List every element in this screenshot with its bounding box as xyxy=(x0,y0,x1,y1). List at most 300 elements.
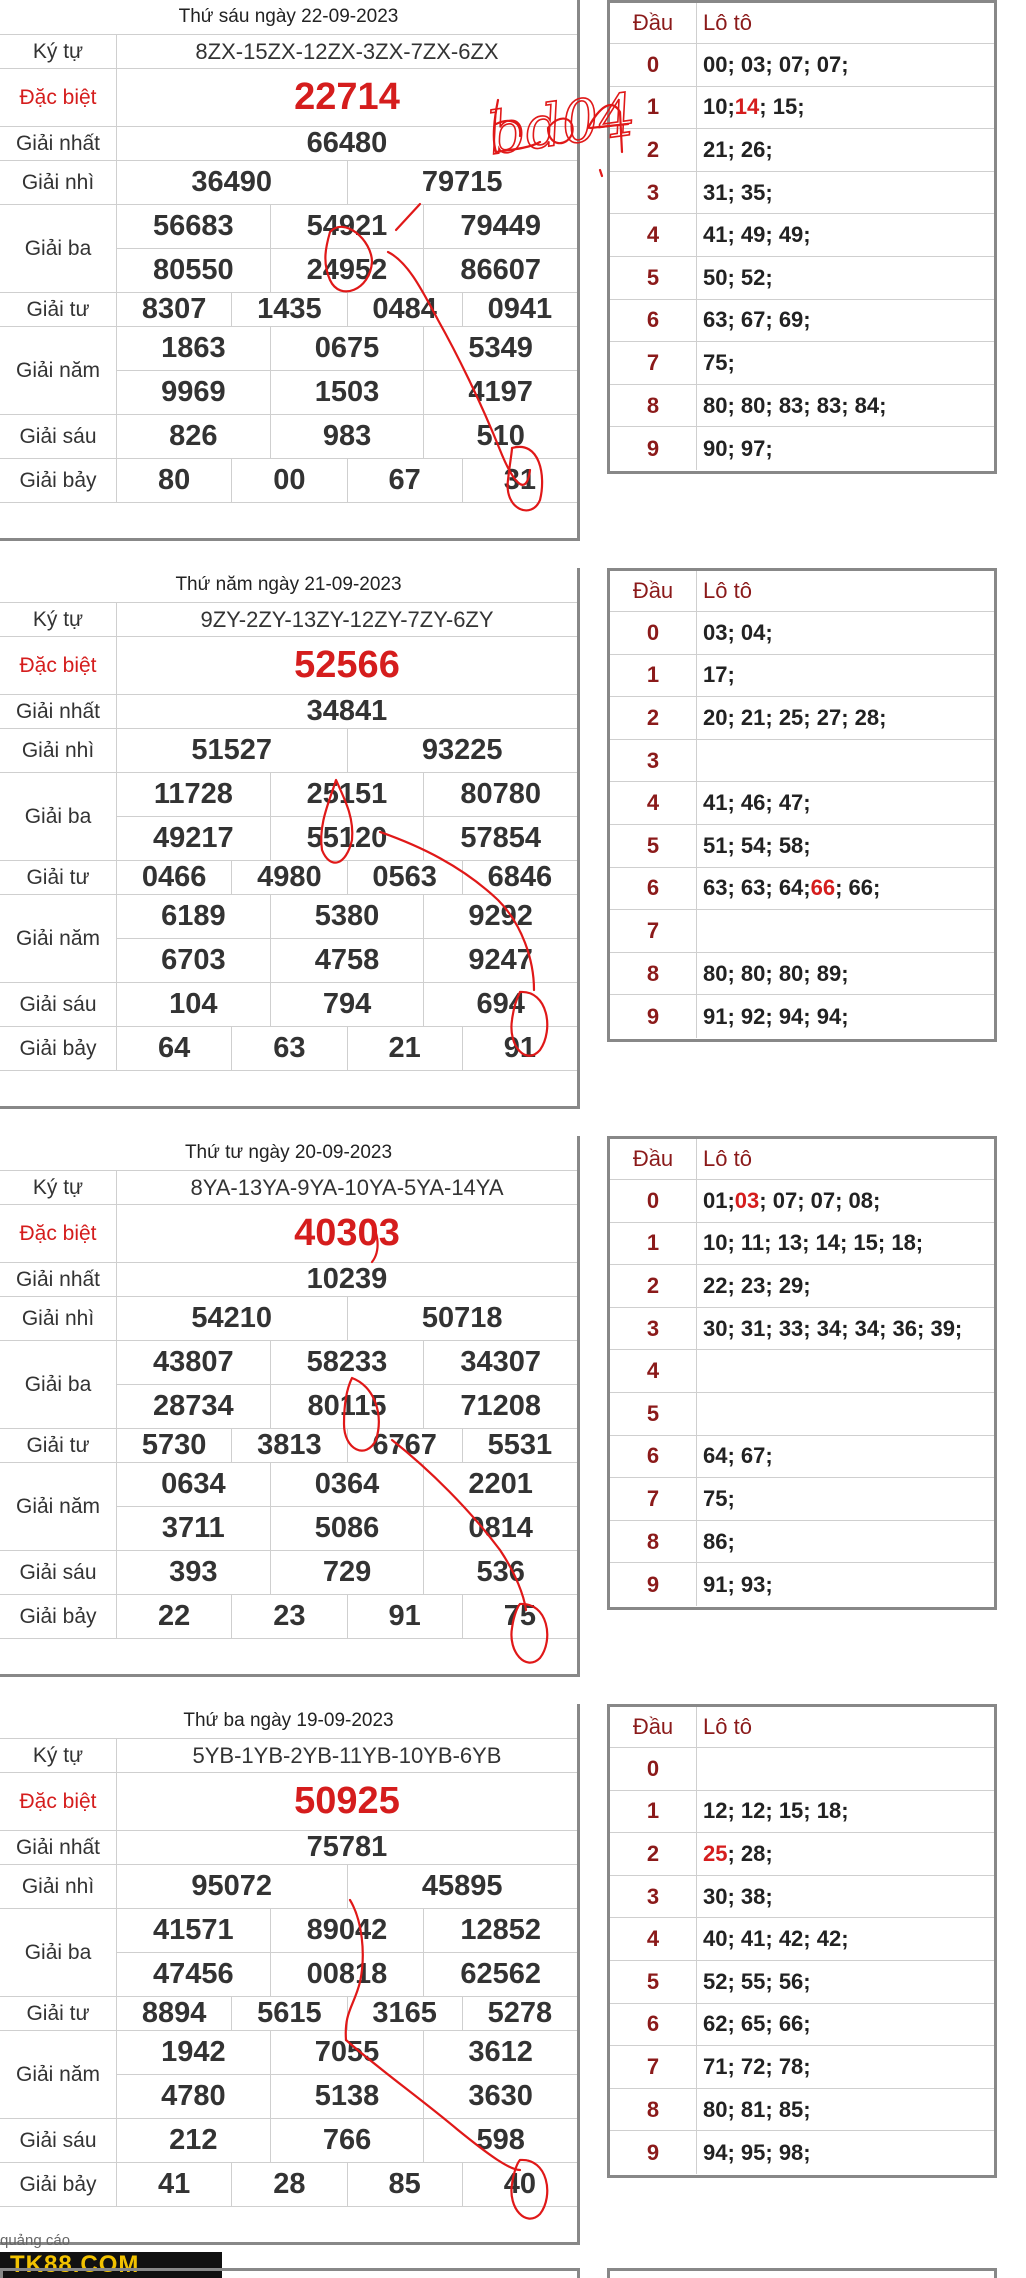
prize-number: 71208 xyxy=(423,1385,577,1428)
prize-number: 66480 xyxy=(306,127,388,159)
loto-values-label: Lô tô xyxy=(703,1714,752,1739)
loto-table xyxy=(607,1704,997,2178)
loto-value-text: ; 07; 07; 08; xyxy=(759,1187,881,1213)
prize-number: 1942 xyxy=(161,2036,226,2068)
draw-day xyxy=(0,1704,1026,2256)
loto-values xyxy=(697,172,994,214)
loto-values xyxy=(697,1350,994,1392)
loto-value-text: 12; 12; 15; 18; xyxy=(703,1798,849,1824)
prize-row-ky_tu xyxy=(0,1171,577,1205)
prize-number: 1435 xyxy=(231,293,346,326)
loto-row xyxy=(610,1308,994,1351)
loto-values xyxy=(697,782,994,824)
prize-label: Giải sáu xyxy=(0,983,117,1026)
prize-number: 3813 xyxy=(231,1429,346,1462)
prize-number: 21 xyxy=(347,1027,462,1070)
loto-row xyxy=(610,1265,994,1308)
prize-label: Giải nhất xyxy=(0,127,117,160)
prize-number: 5380 xyxy=(270,895,424,938)
loto-row xyxy=(610,740,994,783)
prize-number: 58233 xyxy=(270,1341,424,1384)
handwritten-note: bd04 xyxy=(483,80,640,169)
prize-label: Đặc biệt xyxy=(0,1205,117,1262)
prize-row-bay xyxy=(0,1027,577,1071)
prize-label: Giải tư xyxy=(0,1997,117,2030)
prize-number: 6703 xyxy=(161,944,226,976)
loto-value-text: 71; 72; 78; xyxy=(703,2053,811,2079)
loto-row xyxy=(610,1876,994,1919)
special-loto-value: 25 xyxy=(703,1840,728,1866)
loto-head-digit: 2 xyxy=(610,697,697,739)
loto-values xyxy=(697,87,994,129)
loto-value-text: 20; 21; 25; 27; 28; xyxy=(703,704,887,730)
prize-label: Giải nhất xyxy=(0,695,117,728)
loto-value-text: 17; xyxy=(703,662,735,688)
loto-row xyxy=(610,87,994,130)
prize-row-bay xyxy=(0,459,577,503)
prize-label: Giải sáu xyxy=(0,415,117,458)
prize-number: 5531 xyxy=(462,1429,577,1462)
loto-head-digit: 6 xyxy=(610,300,697,342)
loto-value-text: 91; 92; 94; 94; xyxy=(703,1003,849,1029)
loto-row xyxy=(610,655,994,698)
prize-row-sau xyxy=(0,1551,577,1595)
prize-number: 3165 xyxy=(347,1997,462,2030)
prize-label: Giải bảy xyxy=(0,1595,117,1638)
prize-number: 0364 xyxy=(270,1463,424,1506)
prize-number: 67 xyxy=(347,459,462,502)
prize-number: 49217 xyxy=(153,822,234,854)
loto-values-label: Lô tô xyxy=(703,10,752,35)
results-table xyxy=(0,0,580,541)
loto-head-digit: 9 xyxy=(610,995,697,1038)
prize-number: 104 xyxy=(169,988,218,1020)
prize-number: 212 xyxy=(169,2124,218,2156)
prize-number: 0675 xyxy=(270,327,424,370)
loto-value-text: 94; 95; 98; xyxy=(703,2139,811,2165)
prize-number: 86607 xyxy=(423,249,577,292)
prize-label: Giải năm xyxy=(0,2031,117,2118)
loto-head-digit: 1 xyxy=(610,655,697,697)
prize-number: 52566 xyxy=(294,644,400,686)
prize-label: Giải nhì xyxy=(0,1865,117,1908)
loto-table xyxy=(607,568,997,1042)
loto-values xyxy=(697,995,994,1038)
special-loto-value: 03 xyxy=(734,1187,760,1213)
prize-row-nam xyxy=(0,2031,577,2119)
prize-number: 91 xyxy=(462,1027,577,1070)
loto-row xyxy=(610,427,994,470)
prize-number: 9247 xyxy=(423,939,577,982)
loto-head-digit: 8 xyxy=(610,1521,697,1563)
prize-label: Giải sáu xyxy=(0,1551,117,1594)
loto-head-digit: 9 xyxy=(610,427,697,470)
prize-label: Giải năm xyxy=(0,895,117,982)
prize-number: 8307 xyxy=(141,293,207,325)
loto-head-digit: 5 xyxy=(610,1393,697,1435)
prize-number: 28734 xyxy=(153,1390,234,1422)
prize-number: 54210 xyxy=(191,1302,273,1334)
prize-number: 0814 xyxy=(423,1507,577,1550)
loto-value-text: 80; 80; 80; 89; xyxy=(703,960,849,986)
prize-number: 3612 xyxy=(423,2031,577,2074)
prize-label: Đặc biệt xyxy=(0,1773,117,1830)
prize-number: 12852 xyxy=(423,1909,577,1952)
loto-head-digit: 9 xyxy=(610,1563,697,1606)
prize-row-tu xyxy=(0,861,577,895)
prize-number: 1503 xyxy=(270,371,424,414)
prize-number: 80115 xyxy=(270,1385,424,1428)
prize-label: Ký tự xyxy=(0,1171,117,1204)
prize-number: 6767 xyxy=(347,1429,462,1462)
loto-table xyxy=(607,1136,997,1610)
prize-number: 80550 xyxy=(153,254,234,286)
draw-day xyxy=(0,1136,1026,1688)
loto-values xyxy=(697,2004,994,2046)
loto-row xyxy=(610,1478,994,1521)
prize-number: 0466 xyxy=(141,861,207,893)
loto-row xyxy=(610,2131,994,2174)
prize-number: 694 xyxy=(423,983,577,1026)
prize-row-ky_tu xyxy=(0,603,577,637)
loto-row xyxy=(610,2004,994,2047)
loto-row xyxy=(610,342,994,385)
prize-row-nhi xyxy=(0,161,577,205)
prize-number: 4780 xyxy=(161,2080,226,2112)
site-logo[interactable]: TK88.COM xyxy=(0,2252,222,2278)
prize-number: 0634 xyxy=(161,1468,226,1500)
loto-value-text: 52; 55; 56; xyxy=(703,1968,811,1994)
prize-row-dac_biet xyxy=(0,637,577,695)
loto-value-text: 10; xyxy=(703,94,735,120)
loto-head-digit: 7 xyxy=(610,1478,697,1520)
prize-number: 00818 xyxy=(270,1953,424,1996)
prize-row-bay xyxy=(0,2163,577,2207)
prize-row-dac_biet xyxy=(0,1773,577,1831)
loto-value-text: 41; 49; 49; xyxy=(703,222,811,248)
loto-row xyxy=(610,2046,994,2089)
loto-values xyxy=(697,1223,994,1265)
loto-row xyxy=(610,300,994,343)
loto-row xyxy=(610,1748,994,1791)
loto-value-text: 63; 63; 64; xyxy=(703,875,811,901)
prize-number: 794 xyxy=(270,983,424,1026)
prize-number: 3630 xyxy=(423,2075,577,2118)
prize-number: 51527 xyxy=(191,734,273,766)
loto-values xyxy=(697,1876,994,1918)
loto-value-text: 63; 67; 69; xyxy=(703,307,811,333)
loto-row xyxy=(610,1833,994,1876)
loto-values xyxy=(697,214,994,256)
loto-values xyxy=(697,1393,994,1435)
loto-values xyxy=(697,612,994,654)
prize-number: 11728 xyxy=(153,778,233,810)
loto-values xyxy=(697,825,994,867)
prize-number: 85 xyxy=(347,2163,462,2206)
loto-values xyxy=(697,2046,994,2088)
prize-label: Giải bảy xyxy=(0,459,117,502)
prize-number: 5615 xyxy=(231,1997,346,2030)
prize-label: Ký tự xyxy=(0,35,117,68)
loto-values xyxy=(697,300,994,342)
loto-values xyxy=(697,910,994,952)
loto-row xyxy=(610,868,994,911)
prize-number: 393 xyxy=(169,1556,218,1588)
prize-number: 45895 xyxy=(347,1865,578,1908)
loto-row xyxy=(610,44,994,87)
loto-value-text: 31; 35; xyxy=(703,179,773,205)
prize-row-nam xyxy=(0,895,577,983)
prize-number: 3711 xyxy=(161,1512,225,1544)
prize-number: 9969 xyxy=(161,376,226,408)
prize-label: Giải nhất xyxy=(0,1831,117,1864)
prize-number: 24952 xyxy=(270,249,424,292)
loto-value-text: 30; 38; xyxy=(703,1883,773,1909)
loto-values xyxy=(697,1563,994,1606)
loto-values xyxy=(697,385,994,427)
loto-row xyxy=(610,2089,994,2132)
next-results-table-stub xyxy=(0,2268,580,2278)
loto-head-digit: 1 xyxy=(610,87,697,129)
prize-number: 54921 xyxy=(270,205,424,248)
prize-label: Giải ba xyxy=(0,1909,117,1996)
loto-head-digit: 8 xyxy=(610,2089,697,2131)
prize-number: 0563 xyxy=(347,861,462,894)
prize-row-nam xyxy=(0,1463,577,1551)
loto-values xyxy=(697,740,994,782)
prize-number: 8YA-13YA-9YA-10YA-5YA-14YA xyxy=(190,1174,504,1200)
loto-value-text: 51; 54; 58; xyxy=(703,832,811,858)
prize-label: Giải nhì xyxy=(0,1297,117,1340)
loto-value-text: ; 28; xyxy=(727,1840,773,1866)
prize-row-nhi xyxy=(0,729,577,773)
prize-number: 1863 xyxy=(161,332,226,364)
loto-head-digit: 2 xyxy=(610,1265,697,1307)
prize-number: 80 xyxy=(157,464,191,496)
prize-number: 22714 xyxy=(294,76,400,118)
prize-row-sau xyxy=(0,2119,577,2163)
prize-number: 729 xyxy=(270,1551,424,1594)
prize-number: 41571 xyxy=(153,1914,234,1946)
loto-row xyxy=(610,1961,994,2004)
prize-row-sau xyxy=(0,983,577,1027)
prize-label: Giải bảy xyxy=(0,1027,117,1070)
loto-values xyxy=(697,1748,994,1790)
prize-number: 36490 xyxy=(191,166,273,198)
loto-value-text: 03; 04; xyxy=(703,619,773,645)
loto-head-digit: 8 xyxy=(610,385,697,427)
special-loto-value: 66 xyxy=(810,875,836,901)
prize-number: 50925 xyxy=(294,1780,400,1822)
loto-value-text: 10; 11; 13; 14; 15; 18; xyxy=(703,1230,924,1256)
prize-label: Giải sáu xyxy=(0,2119,117,2162)
loto-head-digit: 3 xyxy=(610,1876,697,1918)
prize-number: 75781 xyxy=(306,1831,388,1863)
prize-row-nhi xyxy=(0,1297,577,1341)
loto-values xyxy=(697,1791,994,1833)
prize-number: 8ZX-15ZX-12ZX-3ZX-7ZX-6ZX xyxy=(195,38,499,64)
loto-head-label: Đầu xyxy=(610,3,697,43)
prize-number: 598 xyxy=(423,2119,577,2162)
prize-number: 50718 xyxy=(347,1297,578,1340)
loto-head-digit: 5 xyxy=(610,825,697,867)
loto-row xyxy=(610,782,994,825)
prize-number: 766 xyxy=(270,2119,424,2162)
loto-value-text: 86; xyxy=(703,1528,735,1554)
prize-row-dac_biet xyxy=(0,69,577,127)
prize-row-nhat xyxy=(0,1831,577,1865)
loto-head-digit: 6 xyxy=(610,2004,697,2046)
ad-label: quảng cáo xyxy=(0,2232,71,2249)
loto-row xyxy=(610,1393,994,1436)
prize-number: 40 xyxy=(462,2163,577,2206)
prize-number: 10239 xyxy=(306,1263,388,1295)
draw-date-title: Thứ ba ngày 19-09-2023 xyxy=(0,1704,577,1739)
loto-values xyxy=(697,1961,994,2003)
draw-date-title: Thứ sáu ngày 22-09-2023 xyxy=(0,0,577,35)
prize-row-nhat xyxy=(0,1263,577,1297)
prize-label: Giải ba xyxy=(0,205,117,292)
loto-value-text: 30; 31; 33; 34; 34; 36; 39; xyxy=(703,1315,963,1341)
prize-number: 75 xyxy=(462,1595,577,1638)
prize-number: 2201 xyxy=(423,1463,577,1506)
loto-values xyxy=(697,342,994,384)
loto-row xyxy=(610,257,994,300)
prize-label: Giải tư xyxy=(0,861,117,894)
loto-value-text: 64; 67; xyxy=(703,1443,773,1469)
prize-row-ba xyxy=(0,1341,577,1429)
loto-row xyxy=(610,1563,994,1606)
prize-label: Đặc biệt xyxy=(0,69,117,126)
loto-values-label: Lô tô xyxy=(703,1146,752,1171)
prize-number: 31 xyxy=(462,459,577,502)
prize-row-nhi xyxy=(0,1865,577,1909)
loto-row xyxy=(610,385,994,428)
prize-label: Giải nhì xyxy=(0,729,117,772)
prize-number: 63 xyxy=(231,1027,346,1070)
prize-row-tu xyxy=(0,293,577,327)
prize-number: 4980 xyxy=(231,861,346,894)
loto-head-label: Đầu xyxy=(610,1139,697,1179)
loto-row xyxy=(610,825,994,868)
prize-row-tu xyxy=(0,1429,577,1463)
loto-row xyxy=(610,1436,994,1479)
prize-number: 79715 xyxy=(347,161,578,204)
prize-number: 93225 xyxy=(347,729,578,772)
prize-label: Ký tự xyxy=(0,1739,117,1772)
results-table xyxy=(0,1704,580,2245)
loto-values xyxy=(697,655,994,697)
prize-number: 43807 xyxy=(153,1346,234,1378)
loto-value-text: 80; 81; 85; xyxy=(703,2096,811,2122)
prize-number: 89042 xyxy=(270,1909,424,1952)
loto-row xyxy=(610,995,994,1038)
results-table xyxy=(0,568,580,1109)
prize-number: 5086 xyxy=(270,1507,424,1550)
prize-number: 6846 xyxy=(462,861,577,894)
prize-row-ba xyxy=(0,1909,577,1997)
prize-row-bay xyxy=(0,1595,577,1639)
loto-value-text: 22; 23; 29; xyxy=(703,1272,811,1298)
prize-number: 536 xyxy=(423,1551,577,1594)
next-loto-table-stub xyxy=(607,2268,997,2278)
prize-label: Giải năm xyxy=(0,1463,117,1550)
prize-label: Giải nhì xyxy=(0,161,117,204)
loto-values xyxy=(697,257,994,299)
loto-value-text: ; 66; xyxy=(835,875,881,901)
prize-label: Giải năm xyxy=(0,327,117,414)
prize-number: 22 xyxy=(157,1600,191,1632)
prize-number: 7055 xyxy=(270,2031,424,2074)
loto-row xyxy=(610,1350,994,1393)
loto-head-digit: 2 xyxy=(610,1833,697,1875)
prize-number: 28 xyxy=(231,2163,346,2206)
draw-day xyxy=(0,568,1026,1120)
loto-values xyxy=(697,129,994,171)
prize-row-ky_tu xyxy=(0,35,577,69)
loto-values xyxy=(697,868,994,910)
prize-row-ba xyxy=(0,205,577,293)
prize-number: 80780 xyxy=(423,773,577,816)
draw-date-title: Thứ năm ngày 21-09-2023 xyxy=(0,568,577,603)
loto-head-digit: 3 xyxy=(610,172,697,214)
loto-head-digit: 7 xyxy=(610,342,697,384)
loto-values xyxy=(697,1265,994,1307)
draw-day xyxy=(0,0,1026,552)
prize-number: 57854 xyxy=(423,817,577,860)
loto-head-digit: 5 xyxy=(610,1961,697,2003)
loto-head-digit: 8 xyxy=(610,953,697,995)
loto-row xyxy=(610,1791,994,1834)
prize-number: 40303 xyxy=(294,1212,400,1254)
loto-row xyxy=(610,214,994,257)
prize-number: 4197 xyxy=(423,371,577,414)
loto-row xyxy=(610,910,994,953)
loto-values xyxy=(697,2131,994,2174)
loto-value-text: 00; 03; 07; 07; xyxy=(703,51,849,77)
loto-row xyxy=(610,1180,994,1223)
loto-head-digit: 6 xyxy=(610,868,697,910)
prize-number: 983 xyxy=(270,415,424,458)
loto-values xyxy=(697,1833,994,1875)
prize-number: 62562 xyxy=(423,1953,577,1996)
prize-number: 5YB-1YB-2YB-11YB-10YB-6YB xyxy=(192,1742,502,1768)
loto-value-text: 91; 93; xyxy=(703,1571,773,1597)
loto-values xyxy=(697,427,994,470)
loto-value-text: 41; 46; 47; xyxy=(703,790,811,816)
loto-row xyxy=(610,612,994,655)
loto-value-text: 50; 52; xyxy=(703,264,773,290)
prize-number: 0941 xyxy=(462,293,577,326)
loto-values xyxy=(697,1308,994,1350)
loto-values xyxy=(697,1918,994,1960)
loto-head-digit: 7 xyxy=(610,910,697,952)
loto-value-text: 40; 41; 42; 42; xyxy=(703,1926,849,1952)
loto-value-text: ; 15; xyxy=(759,94,805,120)
loto-table xyxy=(607,0,997,474)
loto-row xyxy=(610,697,994,740)
prize-number: 5730 xyxy=(141,1429,207,1461)
loto-values xyxy=(697,1478,994,1520)
prize-number: 8894 xyxy=(141,1997,207,2029)
loto-values xyxy=(697,1436,994,1478)
prize-label: Giải nhất xyxy=(0,1263,117,1296)
loto-values xyxy=(697,44,994,86)
loto-value-text: 62; 65; 66; xyxy=(703,2011,811,2037)
loto-values xyxy=(697,953,994,995)
prize-row-ky_tu xyxy=(0,1739,577,1773)
loto-head-digit: 4 xyxy=(610,782,697,824)
